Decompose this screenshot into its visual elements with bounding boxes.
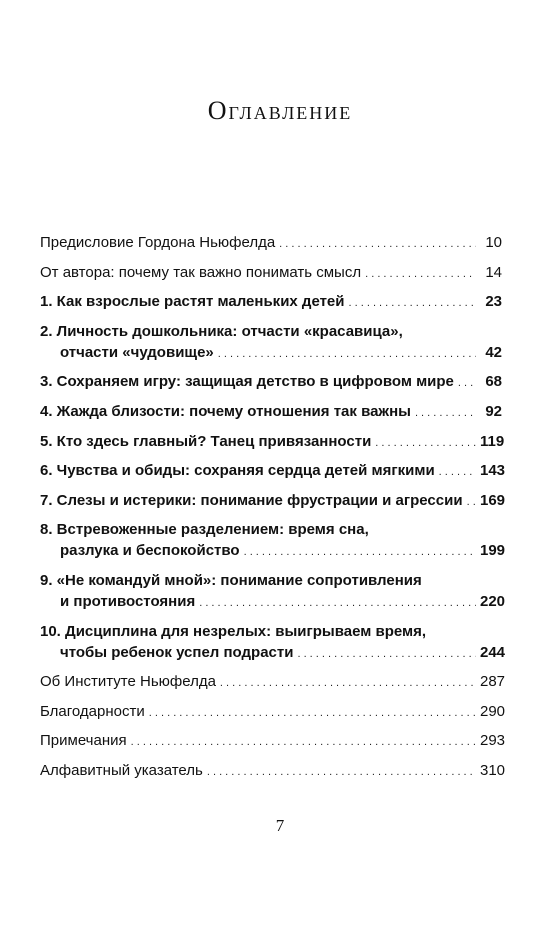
dot-leader (349, 291, 477, 314)
dot-leader (218, 342, 476, 365)
toc-entry (40, 321, 502, 365)
toc-entry (40, 431, 505, 454)
toc-entry (40, 291, 502, 314)
toc-entry-title-continued: чтобы ребенок успел подрасти (60, 643, 294, 661)
toc-entry-title: 4. Жажда близости: почему отношения так важны (40, 402, 411, 420)
toc-entry (40, 490, 506, 513)
toc-entry-page: 287 (480, 673, 506, 691)
toc-entry-title: 5. Кто здесь главный? Танец привязанности (40, 432, 372, 450)
table-of-contents (40, 232, 506, 790)
toc-entry (40, 401, 502, 424)
dot-leader (297, 642, 476, 665)
toc-entry-title: Примечания (40, 732, 127, 750)
dot-leader (439, 460, 476, 483)
toc-entry-page: 143 (480, 462, 506, 480)
page-number: 7 (275, 816, 285, 835)
toc-entry-page: 119 (480, 432, 505, 450)
toc-entry-page: 14 (485, 263, 502, 281)
toc-entry (40, 760, 506, 783)
toc-entry (40, 730, 506, 753)
dot-leader (365, 262, 476, 285)
toc-entry (40, 519, 506, 563)
toc-entry-page: 244 (480, 643, 506, 661)
toc-entry-page: 290 (480, 702, 506, 720)
toc-entry (40, 371, 502, 394)
toc-entry-page: 10 (485, 234, 502, 251)
page-title: Оглавление (207, 96, 353, 125)
toc-entry (40, 232, 502, 255)
toc-entry-title-continued: разлука и беспокойство (60, 542, 240, 560)
dot-leader (415, 401, 476, 424)
dot-leader (207, 760, 476, 783)
dot-leader (467, 490, 476, 513)
toc-entry (40, 460, 506, 483)
dot-leader (244, 540, 476, 563)
toc-entry (40, 621, 506, 665)
toc-entry (40, 701, 506, 724)
toc-entry-page: 23 (485, 293, 502, 311)
toc-entry-title: 6. Чувства и обиды: сохраняя сердца детей мягкими (40, 462, 435, 480)
toc-entry (40, 570, 506, 614)
dot-leader (375, 431, 476, 454)
toc-entry-page: 42 (485, 343, 502, 361)
toc-entry-title-continued: и противостояния (60, 592, 196, 610)
toc-entry-title: Об Институте Ньюфелда (40, 673, 216, 691)
toc-entry-page: 68 (485, 373, 502, 391)
toc-entry-page: 199 (480, 542, 506, 560)
toc-entry-title: 10. Дисциплина для незрелых: выигрываем время, (40, 622, 427, 640)
toc-entry-title: 3. Сохраняем игру: защищая детство в цифровом мире (40, 373, 454, 391)
toc-entry-title: 1. Как взрослые растят маленьких детей (40, 293, 345, 311)
toc-entry-title: Благодарности (40, 702, 145, 720)
toc-entry-title: 2. Личность дошкольника: отчасти «красавица», (40, 322, 403, 340)
dot-leader (458, 371, 476, 394)
toc-entry-page: 92 (485, 402, 502, 420)
dot-leader (149, 701, 476, 724)
toc-entry-title: 7. Слезы и истерики: понимание фрустрации и агрессии (40, 491, 463, 509)
toc-entry-title: 9. «Не командуй мной»: понимание сопротивления (40, 571, 422, 589)
dot-leader (220, 671, 476, 694)
toc-entry-page: 293 (480, 732, 506, 750)
toc-entry-page: 220 (480, 592, 506, 610)
toc-entry (40, 262, 502, 285)
dot-leader (199, 591, 476, 614)
dot-leader (279, 232, 476, 255)
toc-entry-title: 8. Встревоженные разделением: время сна, (40, 521, 369, 539)
toc-entry-title: Предисловие Гордона Ньюфелда (40, 234, 276, 251)
toc-entry-title-continued: отчасти «чудовище» (60, 343, 214, 361)
toc-entry-title: От автора: почему так важно понимать смысл (40, 263, 362, 281)
toc-entry-page: 169 (480, 491, 506, 509)
toc-entry-title: Алфавитный указатель (40, 761, 203, 779)
toc-entry (40, 671, 506, 694)
dot-leader (131, 730, 476, 753)
toc-entry-page: 310 (480, 761, 506, 779)
